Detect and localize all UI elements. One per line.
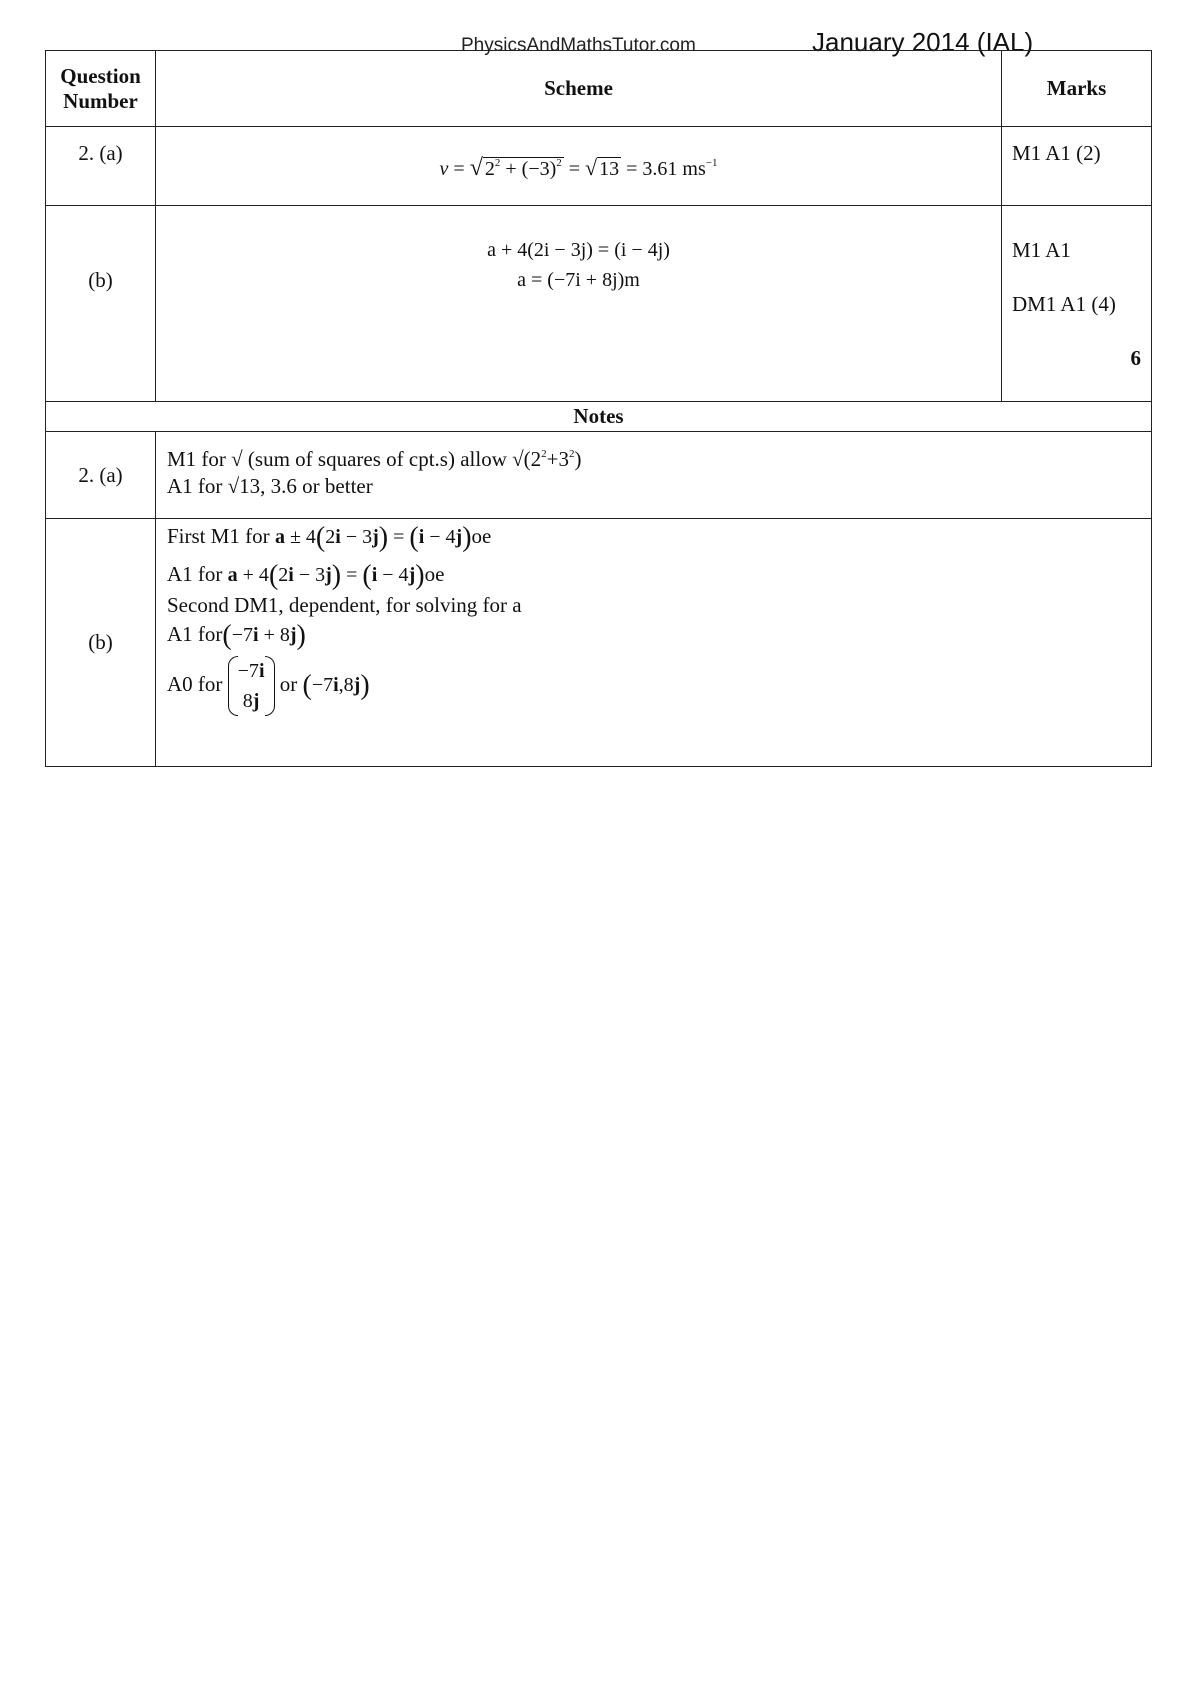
col-marks: Marks (1002, 51, 1152, 127)
scheme-equation-1: a + 4(2i − 3j) = (i − 4j) (487, 239, 670, 261)
note-line: M1 for √ (sum of squares of cpt.s) allow $√(2^2+3^2)$ (167, 447, 582, 471)
note-line: A1 for √13, 3.6 or better (167, 474, 373, 498)
scheme-cell (156, 127, 1002, 206)
note-question-number: (b) (46, 519, 156, 767)
col-question-number (46, 51, 156, 127)
note-line: Second DM1, dependent, for solving for a (167, 593, 522, 617)
marks-cell: M1 A1 (2) (1002, 127, 1152, 206)
question-number: (b) (46, 206, 156, 402)
note-text (156, 432, 1152, 519)
table-row (46, 127, 1152, 206)
table-row (46, 206, 1152, 402)
note-question-number: 2. (a) (46, 432, 156, 519)
col-question-line2: Number (63, 88, 138, 113)
column-vector: −7i 8j (228, 656, 275, 716)
notes-header-row (46, 402, 1152, 432)
notes-heading: Notes (46, 402, 1152, 432)
notes-row (46, 519, 1152, 767)
col-scheme: Scheme (156, 51, 1002, 127)
total-marks: 6 (1130, 346, 1141, 370)
note-line: A0 for −7i 8j or (−7i,8j) (167, 656, 1151, 716)
marks-cell (1002, 206, 1152, 402)
note-line: First M1 for a ± 4(2i − 3j) = (i − 4j)oe (167, 522, 492, 553)
notes-row (46, 432, 1152, 519)
scheme-equation-2: a = (−7i + 8j)m (517, 269, 640, 291)
note-text (156, 519, 1152, 767)
mark-scheme-table (45, 50, 1152, 767)
table-header-row (46, 51, 1152, 127)
scheme-cell (156, 206, 1002, 402)
site-header: PhysicsAndMathsTutor.com (461, 35, 696, 56)
exam-session: January 2014 (IAL) (812, 27, 1034, 57)
marks-line-2: DM1 A1 (4) (1012, 292, 1116, 316)
marks-line-1: M1 A1 (1012, 238, 1071, 262)
scheme-formula: v = √ $2^2 + (-3)^2$ = √ 13 = 3.61 $ms^{-1}$ (439, 155, 718, 181)
question-number: 2. (a) (46, 127, 156, 206)
col-question-line1: Question (60, 63, 141, 88)
note-line: A1 for(−7i + 8j) (167, 620, 306, 651)
note-line: A1 for a + 4(2i − 3j) = (i − 4j)oe (167, 560, 445, 591)
